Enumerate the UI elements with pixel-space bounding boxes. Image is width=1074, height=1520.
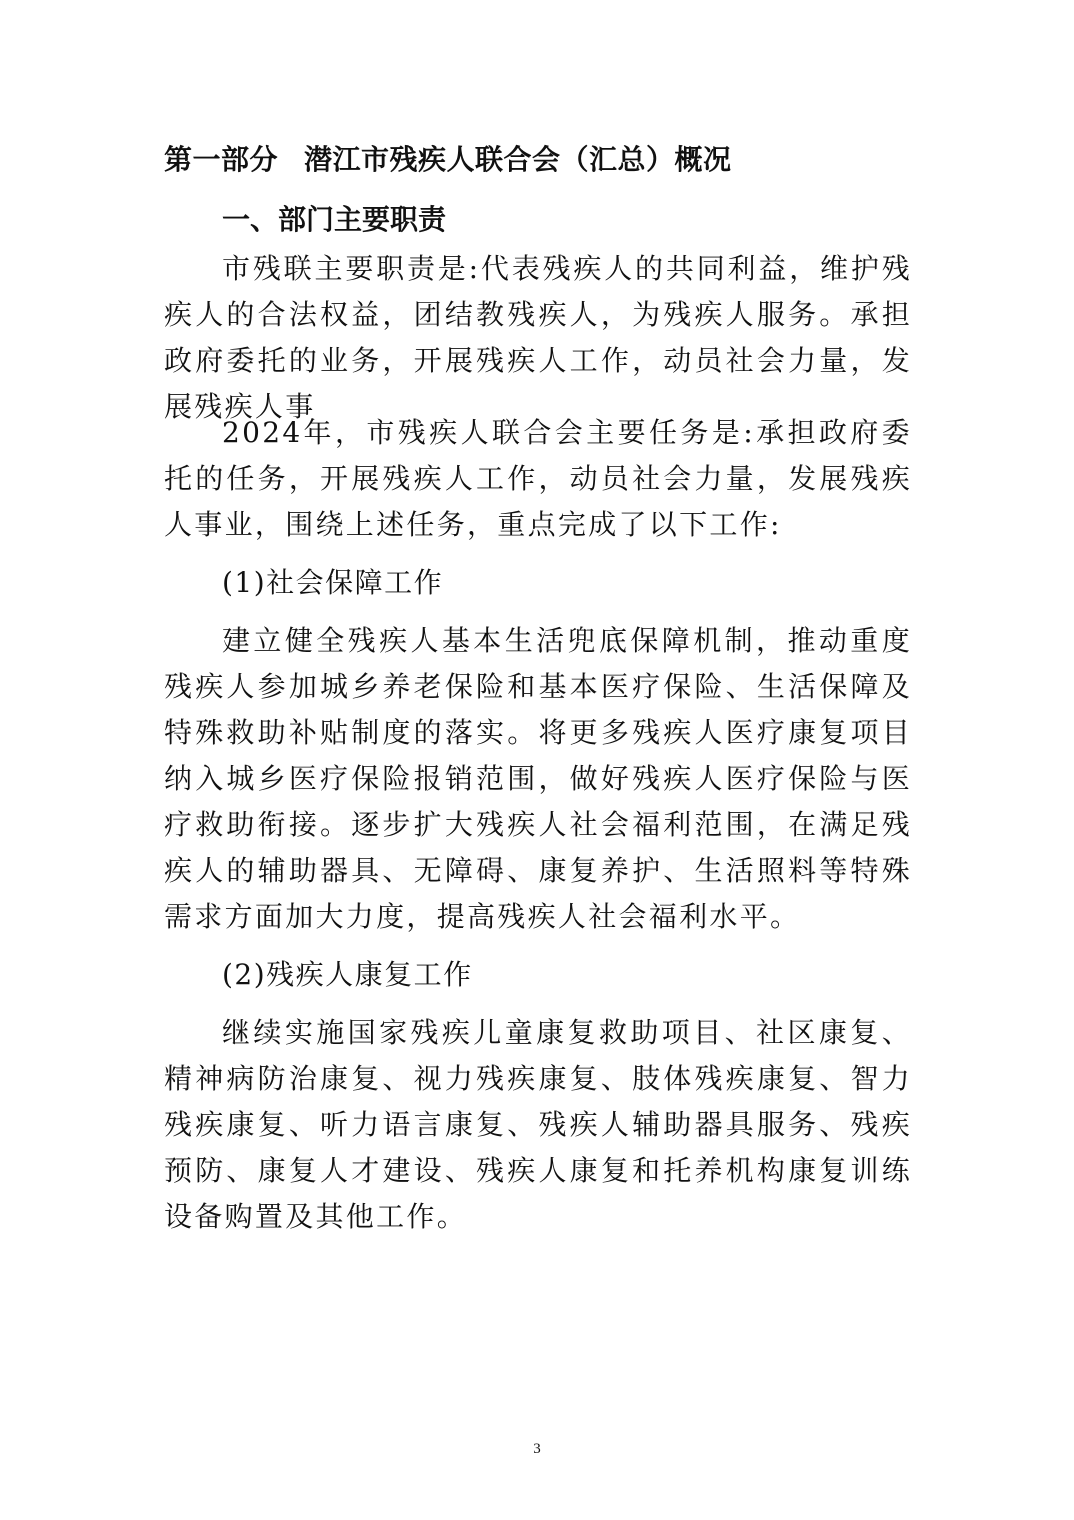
paragraph-social-security: 建立健全残疾人基本生活兜底保障机制，推动重度残疾人参加城乡养老保险和基本医疗保险、生活保障及特殊救助补贴制度的落实。将更多残疾人医疗康复项目纳入城乡医疗保险报销范围，做好残疾人医疗保险与医疗救助衔接。逐步扩大残疾人社会福利范围，在满足残疾人的辅助器具、无障碍、康复养护、生活照料等特殊需求方面加大力度，提高残疾人社会福利水平。 bbox=[164, 624, 912, 933]
paragraph-duties: 市残联主要职责是:代表残疾人的共同利益，维护残疾人的合法权益，团结教残疾人，为残疾人服务。承担政府委托的业务，开展残疾人工作，动员社会力量，发展残疾人事 bbox=[164, 252, 912, 423]
subheading-social-security: (1)社会保障工作 bbox=[222, 566, 444, 599]
part-heading-text: 潜江市残疾人联合会（汇总）概况 bbox=[304, 143, 732, 176]
subheading-rehabilitation: (2)残疾人康复工作 bbox=[222, 958, 473, 991]
body-text-block-2 bbox=[164, 410, 912, 1240]
part-title bbox=[164, 138, 732, 182]
section-heading: 一、部门主要职责 bbox=[222, 203, 447, 236]
page-number: 3 bbox=[533, 1441, 541, 1457]
body-text-block-1 bbox=[164, 246, 912, 430]
part-label: 第一部分 bbox=[164, 143, 279, 176]
paragraph-tasks: 2024年，市残疾人联合会主要任务是:承担政府委托的任务，开展残疾人工作，动员社会力量，发展残疾人事业，围绕上述任务，重点完成了以下工作: bbox=[164, 416, 912, 541]
paragraph-rehabilitation: 继续实施国家残疾儿童康复救助项目、社区康复、精神病防治康复、视力残疾康复、肢体残疾康复、智力残疾康复、听力语言康复、残疾人辅助器具服务、残疾预防、康复人才建设、残疾人康复和托养机构康复训练设备购置及其他工作。 bbox=[164, 1016, 912, 1233]
